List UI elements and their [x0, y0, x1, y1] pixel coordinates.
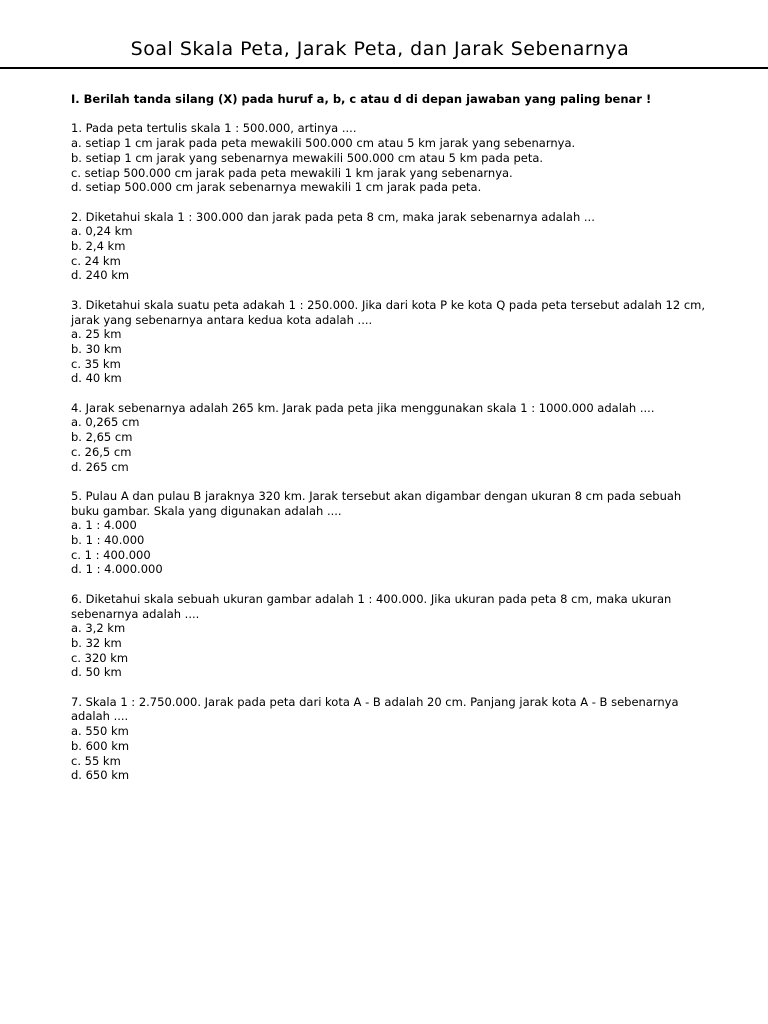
- answer-option-c: c. 55 km: [71, 753, 121, 768]
- answer-option-a: a. 3,2 km: [71, 621, 126, 636]
- question-7: [71, 695, 711, 783]
- page-title: Soal Skala Peta, Jarak Peta, dan Jarak Sebenarnya: [130, 38, 630, 60]
- question-3: [71, 298, 711, 386]
- answer-option-d: d. 240 km: [71, 268, 130, 283]
- answer-option-c: c. 1 : 400.000: [71, 547, 151, 562]
- answer-option-b: b. 600 km: [71, 738, 130, 753]
- answer-option-d: d. 265 cm: [71, 459, 129, 474]
- answer-option-b: b. 32 km: [71, 635, 122, 650]
- question-text: 2. Diketahui skala 1 : 300.000 dan jarak pada peta 8 cm, maka jarak sebenarnya adalah ...: [71, 209, 595, 224]
- answer-option-c: c. 24 km: [71, 253, 121, 268]
- worksheet-body: [71, 92, 711, 798]
- question-6: [71, 592, 711, 680]
- answer-option-c: c. 320 km: [71, 650, 129, 665]
- answer-option-a: a. 1 : 4.000: [71, 518, 137, 533]
- answer-option-c: c. 35 km: [71, 356, 121, 371]
- question-list: [71, 121, 711, 783]
- question-text: 5. Pulau A dan pulau B jaraknya 320 km. Jarak tersebut akan digambar dengan ukuran 8 cm pada sebuah buku gambar. Skala yang digunakan adalah ....: [71, 488, 682, 518]
- question-text: 6. Diketahui skala sebuah ukuran gambar adalah 1 : 400.000. Jika ukuran pada peta 8 cm, maka ukuran sebenarnya adalah ....: [71, 591, 672, 621]
- answer-option-a: a. setiap 1 cm jarak pada peta mewakili 500.000 cm atau 5 km jarak yang sebenarnya.: [71, 136, 576, 151]
- question-text: 7. Skala 1 : 2.750.000. Jarak pada peta dari kota A - B adalah 20 cm. Panjang jarak kota A - B sebenarnya adalah ....: [71, 694, 679, 724]
- answer-option-b: b. 30 km: [71, 341, 122, 356]
- instruction-text: I. Berilah tanda silang (X) pada huruf a, b, c atau d di depan jawaban yang paling benar !: [71, 92, 652, 106]
- answer-option-a: a. 550 km: [71, 724, 129, 739]
- question-4: [71, 401, 711, 475]
- answer-option-b: b. 2,4 km: [71, 239, 126, 253]
- answer-option-b: b. 1 : 40.000: [71, 533, 145, 548]
- title-divider: [0, 67, 768, 69]
- answer-option-d: d. 40 km: [71, 371, 122, 386]
- question-5: [71, 489, 711, 577]
- answer-option-c: c. 26,5 cm: [71, 444, 132, 459]
- answer-option-c: c. setiap 500.000 cm jarak pada peta mewakili 1 km jarak yang sebenarnya.: [71, 165, 513, 180]
- answer-option-a: a. 0,24 km: [71, 224, 133, 239]
- answer-option-d: d. 650 km: [71, 768, 130, 783]
- answer-option-d: d. 50 km: [71, 665, 122, 680]
- answer-option-b: b. setiap 1 cm jarak yang sebenarnya mewakili 500.000 cm atau 5 km pada peta.: [71, 150, 544, 165]
- question-1: [71, 121, 711, 195]
- answer-option-a: a. 25 km: [71, 327, 122, 342]
- question-text: 4. Jarak sebenarnya adalah 265 km. Jarak pada peta jika menggunakan skala 1 : 1000.000 adalah ....: [71, 400, 655, 415]
- question-text: 3. Diketahui skala suatu peta adakah 1 : 250.000. Jika dari kota P ke kota Q pada peta tersebut adalah 12 cm, jarak yang sebenarnya antara kedua kota adalah ....: [71, 297, 706, 327]
- question-2: [71, 210, 711, 284]
- answer-option-d: d. 1 : 4.000.000: [71, 562, 163, 577]
- answer-option-b: b. 2,65 cm: [71, 430, 133, 445]
- answer-option-a: a. 0,265 cm: [71, 415, 140, 430]
- question-text: 1. Pada peta tertulis skala 1 : 500.000, artinya ....: [71, 121, 357, 136]
- answer-option-d: d. setiap 500.000 cm jarak sebenarnya mewakili 1 cm jarak pada peta.: [71, 180, 482, 195]
